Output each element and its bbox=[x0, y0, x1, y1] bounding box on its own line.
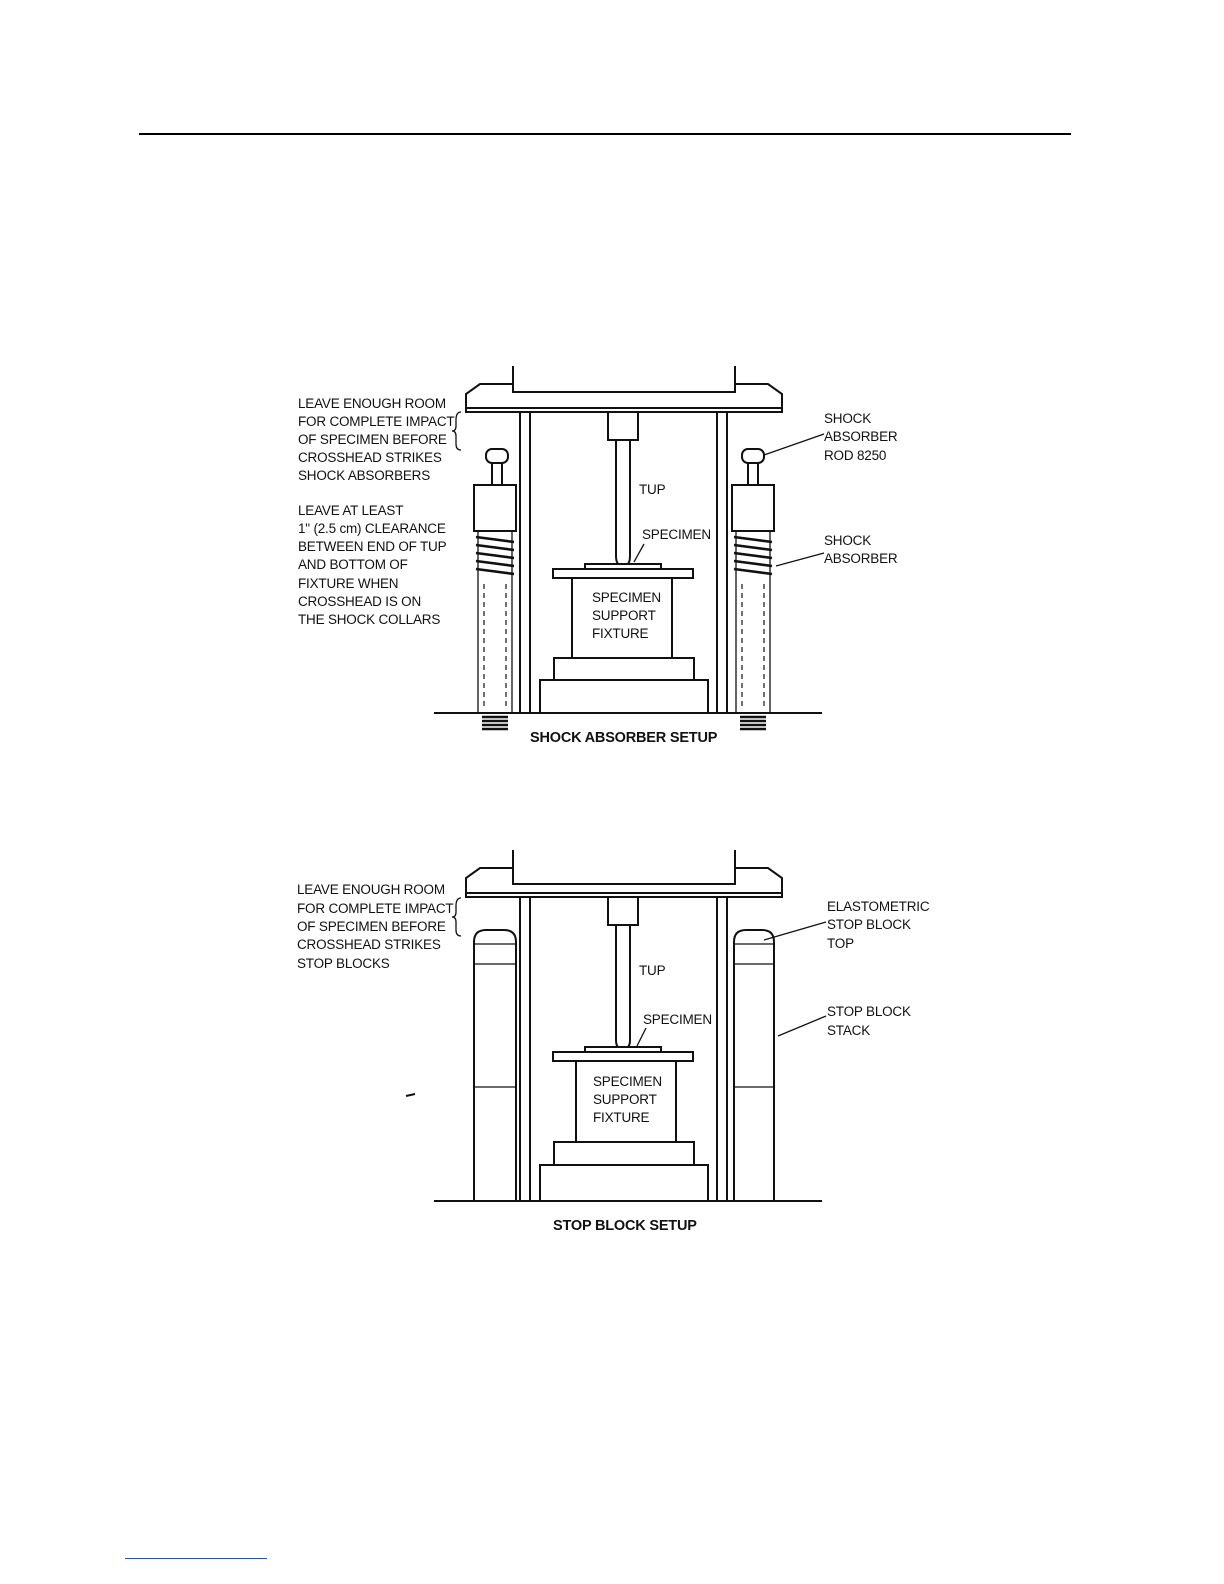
specimen-label: SPECIMEN bbox=[642, 527, 711, 542]
leader-rod bbox=[764, 434, 824, 455]
tup bbox=[608, 897, 638, 1049]
footer-link-underline bbox=[125, 1558, 267, 1559]
leader-stop-block-stack bbox=[778, 1016, 826, 1036]
leader-absorber bbox=[776, 553, 824, 566]
shock-absorber-setup-diagram bbox=[298, 366, 901, 746]
fixture-label: SPECIMEN SUPPORT FIXTURE bbox=[593, 1074, 662, 1125]
crosshead bbox=[466, 366, 782, 412]
tup bbox=[608, 412, 638, 566]
left-shock-absorber bbox=[474, 449, 516, 729]
specimen-label: SPECIMEN bbox=[643, 1012, 712, 1027]
callout-stop-block-stack: STOP BLOCK STACK bbox=[827, 1004, 911, 1038]
caption-shock-absorber-setup: SHOCK ABSORBER SETUP bbox=[530, 730, 718, 746]
stray-mark bbox=[406, 1094, 415, 1096]
note-room-text: LEAVE ENOUGH ROOM FOR COMPLETE IMPACT OF SPECIMEN BEFORE CROSSHEAD STRIKES STOP BLOCKS bbox=[297, 882, 454, 971]
caption-stop-block-setup: STOP BLOCK SETUP bbox=[553, 1218, 697, 1234]
right-stop-block-stack bbox=[734, 930, 774, 1200]
leader-specimen bbox=[637, 1028, 646, 1046]
left-stop-block-stack bbox=[474, 930, 516, 1200]
callout-shock-absorber-rod: SHOCK ABSORBER ROD 8250 bbox=[824, 411, 898, 463]
leader-specimen bbox=[634, 544, 644, 562]
callout-elastometric-top: ELASTOMETRIC STOP BLOCK TOP bbox=[827, 899, 930, 951]
note-clearance-text: LEAVE AT LEAST 1" (2.5 cm) CLEARANCE BETWEEN END OF TUP AND BOTTOM OF FIXTURE WHEN CROSSHEAD IS ON THE SHOCK COLLARS bbox=[298, 503, 447, 627]
tup-label: TUP bbox=[639, 963, 666, 978]
leader-stop-block-top bbox=[764, 922, 826, 940]
fixture-label: SPECIMEN SUPPORT FIXTURE bbox=[592, 590, 661, 641]
stop-block-setup-diagram bbox=[297, 850, 933, 1234]
tup-label: TUP bbox=[639, 482, 666, 497]
callout-shock-absorber: SHOCK ABSORBER bbox=[824, 533, 898, 566]
crosshead bbox=[466, 850, 782, 897]
right-shock-absorber bbox=[732, 449, 774, 729]
note-room-text: LEAVE ENOUGH ROOM FOR COMPLETE IMPACT OF SPECIMEN BEFORE CROSSHEAD STRIKES SHOCK ABSORBERS bbox=[298, 396, 455, 483]
